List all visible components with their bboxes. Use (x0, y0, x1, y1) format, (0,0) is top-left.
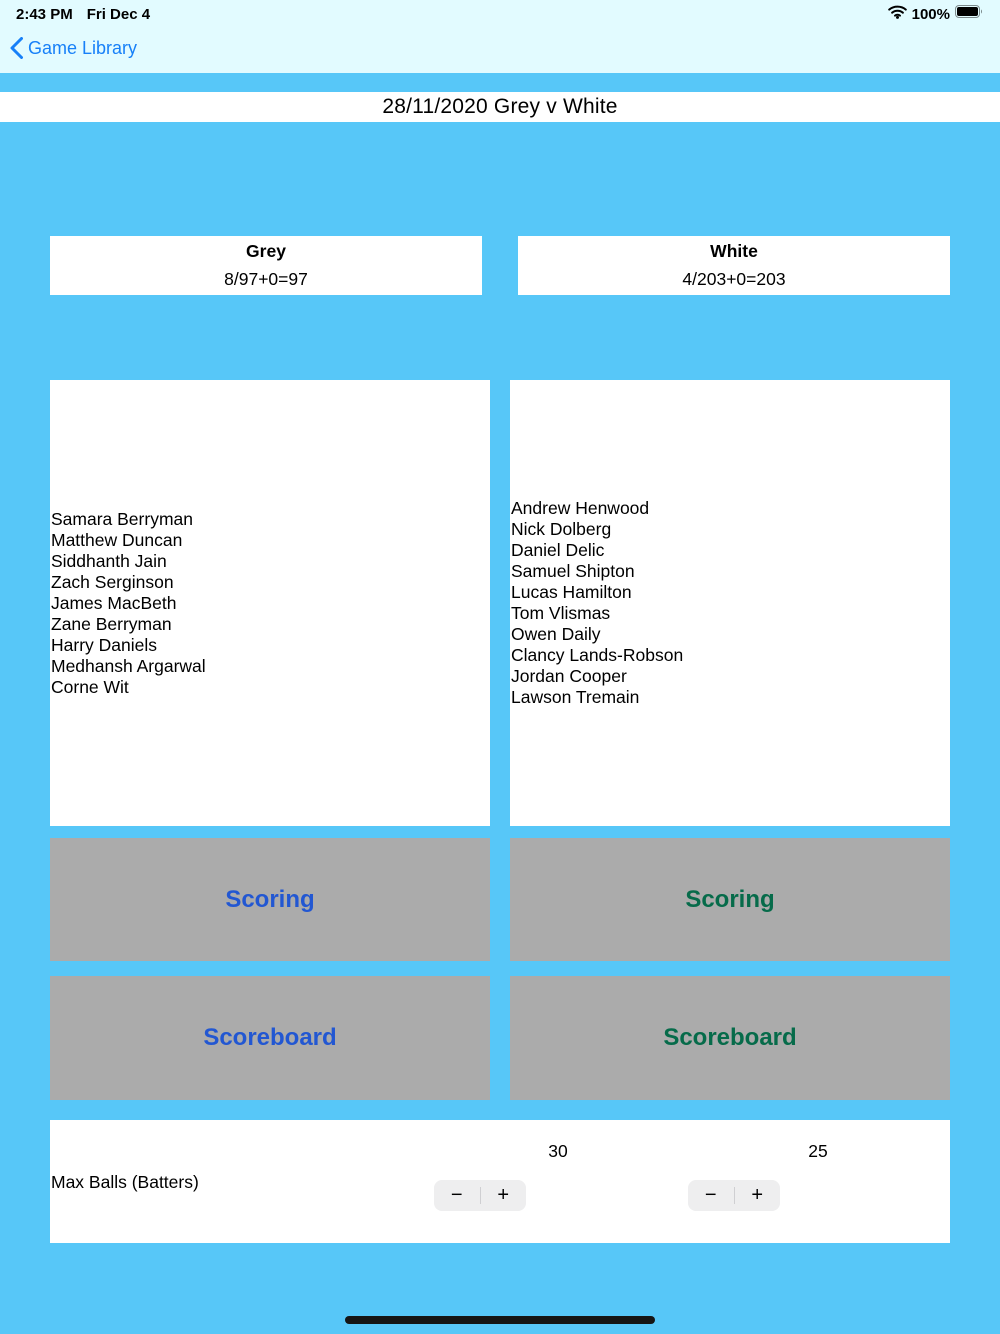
settings-panel (50, 1120, 950, 1243)
player-name: Zane Berryman (51, 613, 172, 634)
player-name: Lucas Hamilton (511, 582, 632, 602)
title-bar (0, 92, 1000, 122)
max-balls-stepper-grey (434, 1180, 526, 1211)
wifi-icon (888, 5, 907, 23)
max-balls-value-grey: 30 (548, 1141, 568, 1161)
back-chevron-icon (10, 37, 23, 59)
status-time: 2:43 PM (16, 5, 73, 23)
player-name: Lawson Tremain (511, 687, 640, 707)
status-nav-zone (0, 0, 1000, 73)
player-name: Nick Dolberg (511, 519, 612, 539)
scoring-button-grey[interactable]: Scoring (50, 838, 490, 961)
max-balls-label: Max Balls (Batters) (51, 1172, 199, 1192)
back-button[interactable] (10, 37, 137, 59)
team-score: 8/97+0=97 (224, 269, 308, 289)
home-indicator[interactable] (345, 1316, 655, 1324)
player-name: Harry Daniels (51, 634, 157, 655)
battery-icon (955, 5, 984, 23)
stepper-minus-button[interactable]: − (434, 1180, 480, 1211)
team-header-white (518, 236, 950, 295)
status-date: Fri Dec 4 (86, 5, 151, 23)
back-button-label: Game Library (28, 37, 138, 58)
player-name: Corne Wit (51, 676, 129, 697)
player-list-grey (50, 380, 490, 826)
player-name: Andrew Henwood (511, 498, 650, 518)
team-name: White (710, 241, 758, 261)
player-list-white (510, 380, 950, 826)
page-title: 28/11/2020 Grey v White (382, 95, 618, 118)
battery-percent: 100% (911, 5, 950, 23)
stepper-minus-button[interactable]: − (688, 1180, 734, 1211)
stepper-plus-button[interactable]: + (735, 1180, 781, 1211)
player-name: Clancy Lands-Robson (511, 645, 684, 665)
player-name: Samara Berryman (51, 508, 193, 529)
player-name: Matthew Duncan (51, 529, 183, 550)
max-balls-stepper-white (688, 1180, 780, 1211)
scoring-button-white[interactable]: Scoring (510, 838, 950, 961)
player-name: Owen Daily (511, 624, 601, 644)
status-bar (0, 3, 1000, 25)
player-name: Medhansh Argarwal (51, 655, 206, 676)
player-name: Siddhanth Jain (51, 550, 167, 571)
team-name: Grey (246, 241, 286, 261)
player-name: Jordan Cooper (511, 666, 627, 686)
player-name: Samuel Shipton (511, 561, 635, 581)
player-name: Tom Vlismas (511, 603, 611, 623)
player-name: Zach Serginson (51, 571, 174, 592)
stepper-plus-button[interactable]: + (481, 1180, 527, 1211)
team-header-grey (50, 236, 482, 295)
scoreboard-button-white[interactable]: Scoreboard (510, 976, 950, 1100)
max-balls-value-white: 25 (808, 1141, 828, 1161)
team-score: 4/203+0=203 (682, 269, 786, 289)
scoreboard-button-grey[interactable]: Scoreboard (50, 976, 490, 1100)
player-name: James MacBeth (51, 592, 177, 613)
player-name: Daniel Delic (511, 540, 605, 560)
